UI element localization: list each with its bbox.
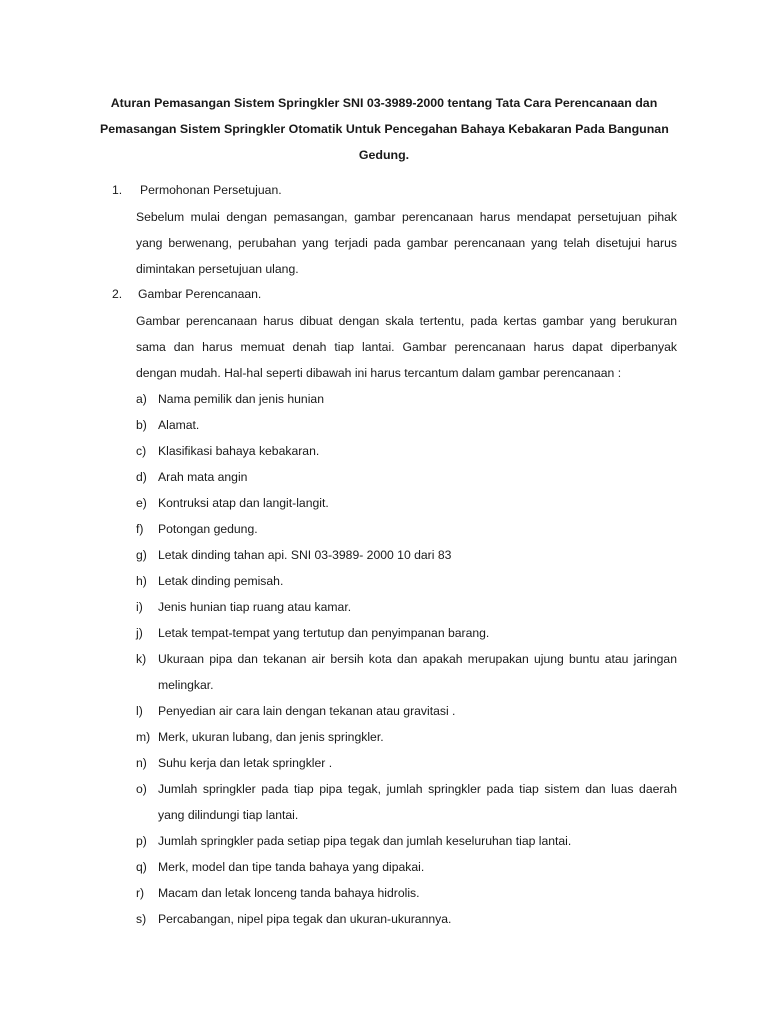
list-item-line: melingkar. [158, 678, 214, 692]
list-item-line: Potongan gedung. [158, 522, 258, 536]
section-1-heading [112, 180, 282, 200]
list-marker: g) [136, 548, 147, 562]
list-item-line: Klasifikasi bahaya kebakaran. [158, 444, 320, 458]
list-item-text [158, 542, 677, 568]
list-item-line: Macam dan letak lonceng tanda bahaya hidrolis. [158, 886, 420, 900]
list-item-text [158, 750, 677, 776]
list-item-line: Percabangan, nipel pipa tegak dan ukuran-ukurannya. [158, 912, 452, 926]
list-item-line: Suhu kerja dan letak springkler . [158, 756, 333, 770]
list-item-line: Jumlah springkler pada setiap pipa tegak dan jumlah keseluruhan tiap lantai. [158, 834, 572, 848]
list-marker: l) [136, 704, 143, 718]
list-item-line: Letak dinding pemisah. [158, 574, 284, 588]
list-item-text [158, 620, 677, 646]
list-item-line: Jumlah springkler pada tiap pipa tegak, jumlah springkler pada tiap sistem dan luas daerah [158, 782, 677, 796]
list-item-text [158, 646, 677, 698]
list-item-line: Kontruksi atap dan langit-langit. [158, 496, 329, 510]
list-marker: b) [136, 418, 147, 432]
list-item-line: Ukuraan pipa dan tekanan air bersih kota dan apakah merupakan ujung buntu atau jaringan [158, 652, 677, 666]
title-line-3: Gedung. [358, 148, 410, 162]
section-2-paragraph [136, 308, 677, 386]
list-marker: d) [136, 470, 147, 484]
title-line-1: Aturan Pemasangan Sistem Springkler SNI 03-3989-2000 tentang Tata Cara Perencanaan dan [110, 96, 658, 110]
list-item-line: Alamat. [158, 418, 200, 432]
list-item-text [158, 490, 677, 516]
section-1-paragraph [136, 204, 677, 282]
list-item-text [158, 516, 677, 542]
list-marker: n) [136, 756, 147, 770]
list-marker: o) [136, 782, 147, 796]
list-item-text [158, 438, 677, 464]
list-item-text [158, 854, 677, 880]
paragraph-line: Sebelum mulai dengan pemasangan, gambar perencanaan harus mendapat persetujuan pihak [136, 210, 677, 224]
section-title: Permohonan Persetujuan. [140, 183, 282, 197]
list-item-line: Jenis hunian tiap ruang atau kamar. [158, 600, 352, 614]
section-title: Gambar Perencanaan. [138, 287, 262, 301]
paragraph-line: dengan mudah. Hal-hal seperti dibawah ini harus tercantum dalam gambar perencanaan : [136, 366, 622, 380]
list-item-text [158, 464, 677, 490]
section-number: 2. [112, 287, 123, 301]
list-item-line: yang dilindungi tiap lantai. [158, 808, 299, 822]
list-marker: c) [136, 444, 147, 458]
list-item-line: Letak tempat-tempat yang tertutup dan penyimpanan barang. [158, 626, 490, 640]
list-item-line: Nama pemilik dan jenis hunian [158, 392, 324, 406]
list-marker: r) [136, 886, 145, 900]
paragraph-line: Gambar perencanaan harus dibuat dengan skala tertentu, pada kertas gambar yang berukuran [136, 314, 677, 328]
list-item-text [158, 828, 677, 854]
list-item-line: Letak dinding tahan api. SNI 03-3989- 2000 10 dari 83 [158, 548, 452, 562]
section-number: 1. [112, 183, 123, 197]
paragraph-line: dimintakan persetujuan ulang. [136, 262, 299, 276]
list-item-text [158, 698, 677, 724]
title-line-2: Pemasangan Sistem Springkler Otomatik Untuk Pencegahan Bahaya Kebakaran Pada Bangunan [100, 122, 669, 136]
list-item-text [158, 386, 677, 412]
list-marker: m) [136, 730, 151, 744]
paragraph-line: sama dan harus memuat denah tiap lantai. Gambar perencanaan harus dapat diperbanyak [136, 340, 677, 354]
list-item-text [158, 724, 677, 750]
document-title [100, 90, 668, 168]
paragraph-line: yang berwenang, perubahan yang terjadi pada gambar perencanaan yang telah disetujui harus [136, 236, 677, 250]
list-item-text [158, 906, 677, 932]
list-marker: j) [136, 626, 143, 640]
list-marker: e) [136, 496, 147, 510]
list-marker: a) [136, 392, 147, 406]
section-2-heading [112, 284, 261, 304]
list-marker: k) [136, 652, 147, 666]
list-marker: h) [136, 574, 147, 588]
list-item-line: Arah mata angin [158, 470, 248, 484]
list-marker: f) [136, 522, 144, 536]
list-item-text [158, 880, 677, 906]
list-marker: p) [136, 834, 147, 848]
list-item-line: Penyedian air cara lain dengan tekanan atau gravitasi . [158, 704, 456, 718]
list-item-text [158, 568, 677, 594]
list-item-text [158, 776, 677, 828]
list-marker: s) [136, 912, 147, 926]
list-item-line: Merk, ukuran lubang, dan jenis springkler. [158, 730, 384, 744]
list-marker: i) [136, 600, 143, 614]
list-marker: q) [136, 860, 147, 874]
list-item-text [158, 412, 677, 438]
list-item-text [158, 594, 677, 620]
list-item-line: Merk, model dan tipe tanda bahaya yang dipakai. [158, 860, 425, 874]
